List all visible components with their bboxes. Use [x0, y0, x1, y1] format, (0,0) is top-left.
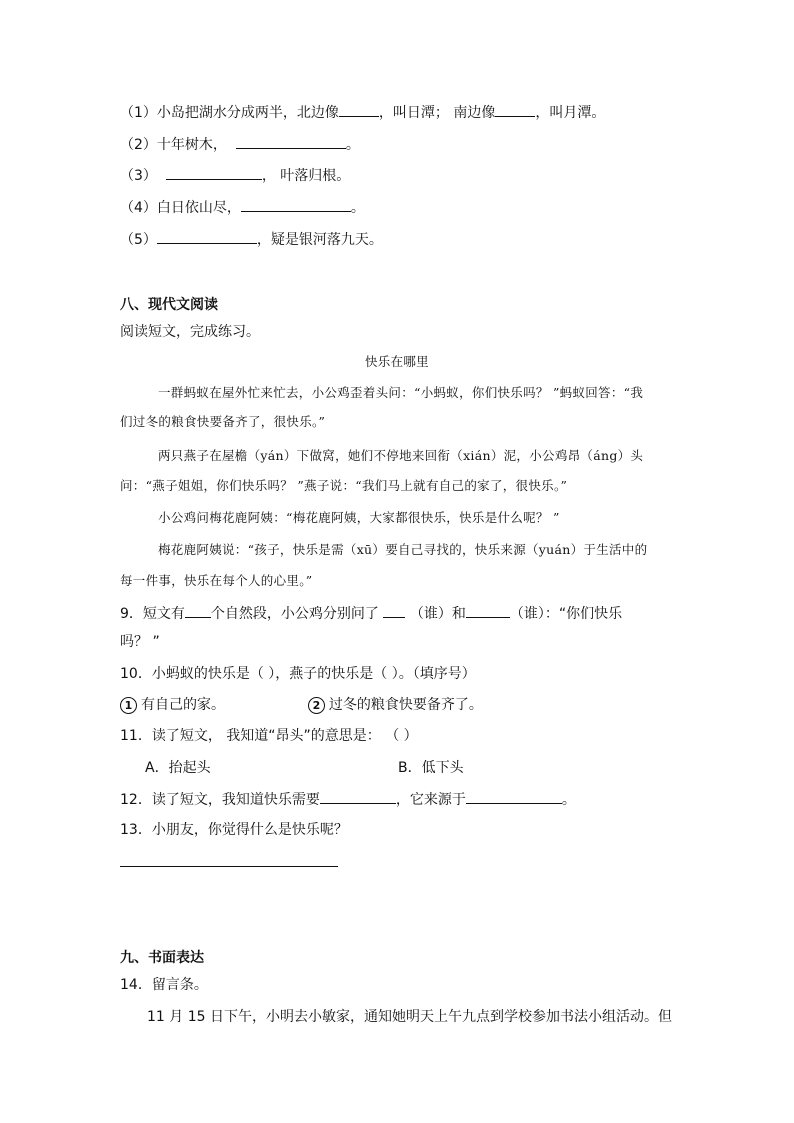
answer-blank[interactable]	[383, 603, 405, 618]
question-9-cont: 吗？ ”	[120, 634, 160, 650]
story-paragraph-1-cont: 们过冬的粮食快要备齐了，很快乐。”	[120, 414, 326, 429]
option-number-2: 2	[308, 697, 325, 714]
story-paragraph-2-cont: 问：“燕子姐姐，你们快乐吗？ ”燕子说：“我们马上就有自己的家了，很快乐。”	[120, 478, 568, 493]
answer-blank[interactable]	[466, 603, 510, 618]
option-number-1: 1	[120, 697, 137, 714]
story-paragraph-2: 两只燕子在屋檐（yán）下做窝，她们不停地来回衔（xián）泥，小公鸡昂（áng）头	[158, 448, 644, 463]
question-7-1: （1）小岛把湖水分成两半，北边像 ，叫日潭； 南边像 ，叫月潭。	[120, 102, 605, 123]
section-heading-reading: 八、现代文阅读	[120, 297, 218, 313]
answer-line[interactable]	[120, 852, 338, 867]
answer-blank[interactable]	[495, 102, 535, 117]
question-9: 9．短文有 个自然段，小公鸡分别问了 （谁）和 （谁）：“你们快乐	[120, 603, 622, 624]
answer-blank[interactable]	[320, 789, 396, 804]
story-paragraph-4: 梅花鹿阿姨说：“孩子，快乐是需（xū）要自己寻找的，快乐来源（yuán）于生活中的	[158, 542, 648, 557]
writing-prompt-text: 11 月 15 日下午，小明去小敏家，通知她明天上午九点到学校参加书法小组活动。但	[147, 1009, 672, 1025]
question-12: 12．读了短文，我知道快乐需要 ，它来源于 。	[120, 789, 576, 810]
instruction-text: 阅读短文，完成练习。	[120, 324, 260, 340]
answer-blank[interactable]	[185, 603, 211, 618]
option-b[interactable]: B．低下头	[398, 760, 464, 776]
answer-blank[interactable]	[236, 134, 346, 149]
question-7-5: （5） ，疑是银河落九天。	[120, 229, 383, 250]
answer-blank[interactable]	[157, 229, 257, 244]
question-14: 14．留言条。	[120, 977, 208, 993]
section-heading-writing: 九、书面表达	[120, 950, 204, 966]
question-7-2: （2）十年树木， 。	[120, 134, 360, 155]
answer-blank[interactable]	[241, 197, 351, 212]
story-title: 快乐在哪里	[364, 354, 429, 369]
question-11: 11．读了短文， 我知道“昂头”的意思是： （ ）	[120, 728, 418, 744]
answer-blank[interactable]	[466, 789, 562, 804]
option-a[interactable]: A．抬起头	[145, 760, 211, 776]
answer-blank[interactable]	[339, 102, 379, 117]
question-10: 10．小蚂蚁的快乐是（ ），燕子的快乐是（ ）。（填序号）	[120, 666, 476, 682]
question-10-options: 1 有自己的家。 2 过冬的粮食快要备齐了。	[120, 695, 483, 715]
story-paragraph-3: 小公鸡问梅花鹿阿姨：“梅花鹿阿姨，大家都很快乐，快乐是什么呢？ ”	[158, 510, 560, 525]
question-7-4: （4）白日依山尽， 。	[120, 197, 365, 218]
question-7-3: （3） ， 叶落归根。	[120, 165, 350, 186]
question-13: 13．小朋友，你觉得什么是快乐呢？	[120, 822, 348, 838]
answer-blank[interactable]	[166, 165, 262, 180]
story-paragraph-1: 一群蚂蚁在屋外忙来忙去，小公鸡歪着头问：“小蚂蚁，你们快乐吗？ ”蚂蚁回答：“我	[158, 385, 644, 400]
story-paragraph-4-cont: 每一件事，快乐在每个人的心里。”	[120, 573, 313, 588]
